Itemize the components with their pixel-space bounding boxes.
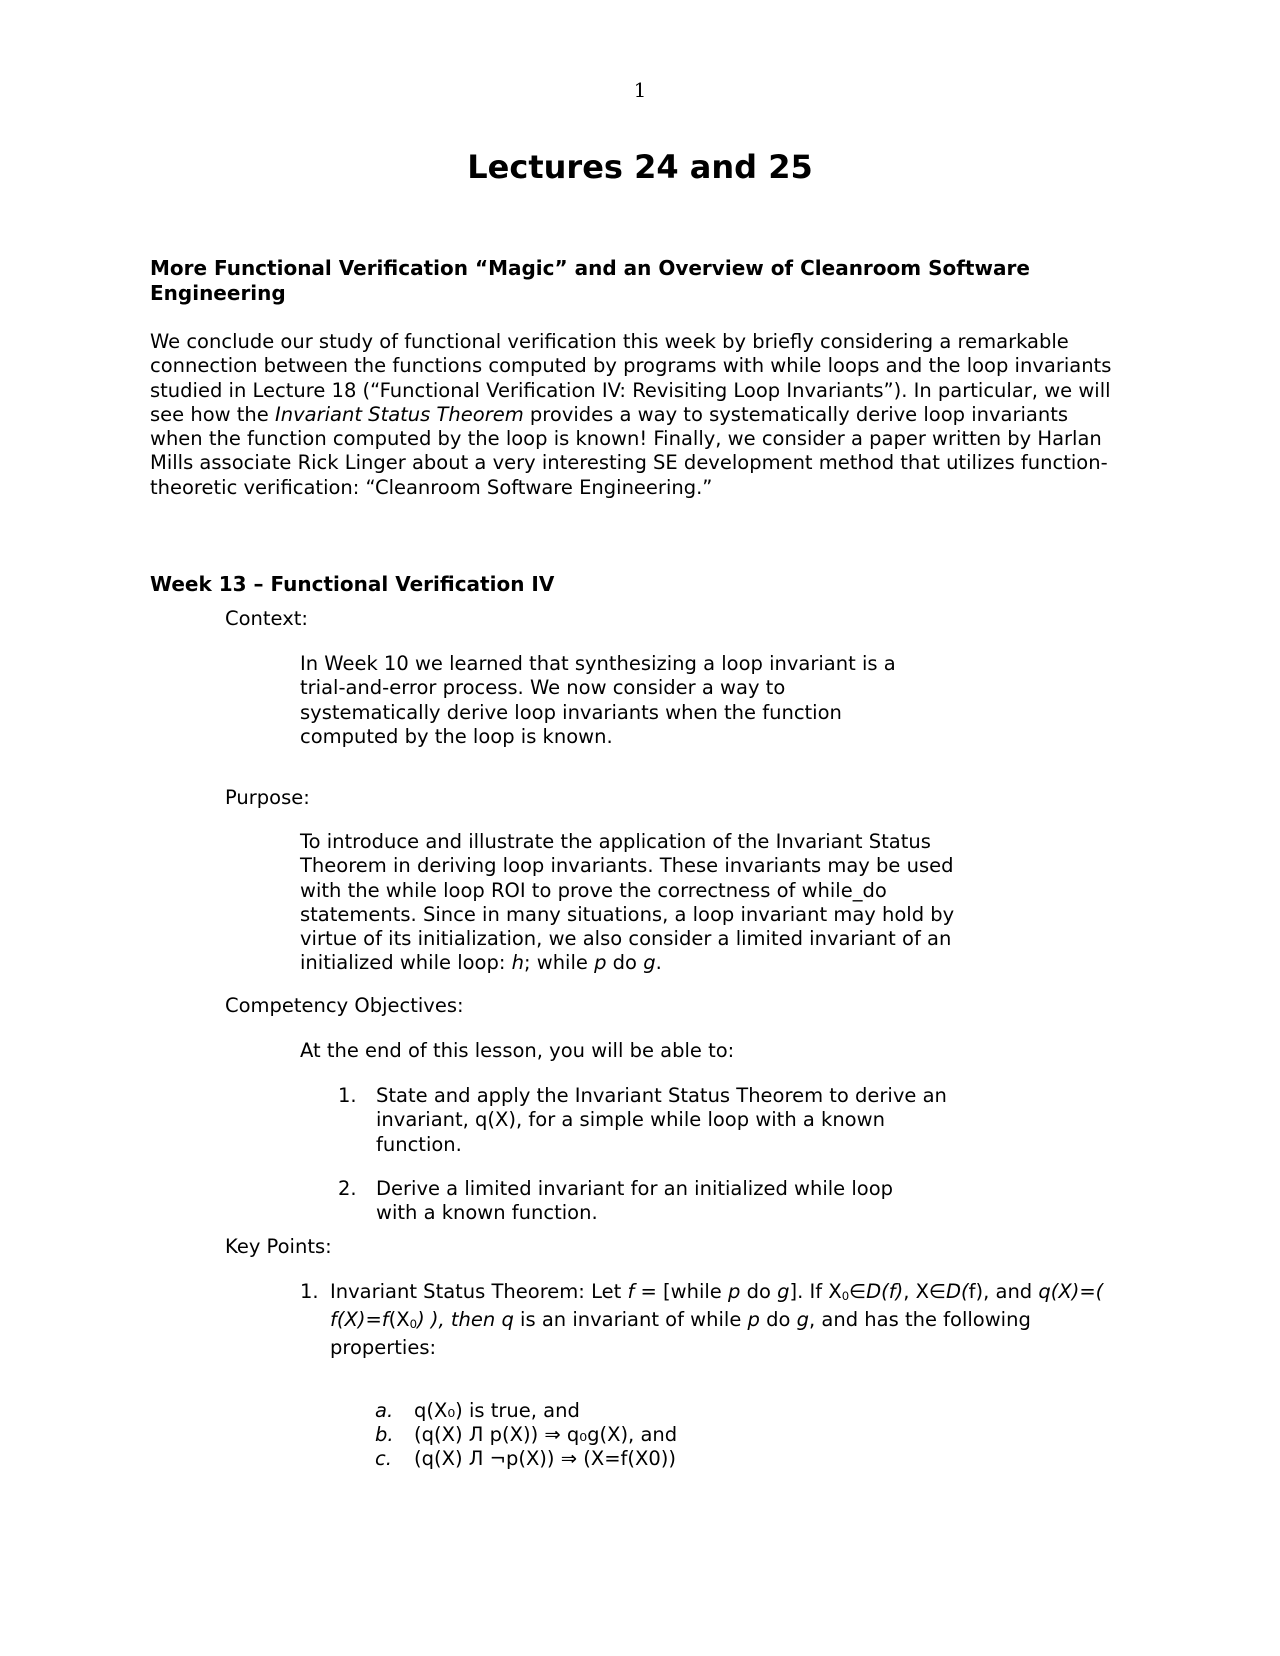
purpose-while: ; while — [523, 951, 595, 975]
week-heading: Week 13 – Functional Verification IV — [150, 572, 555, 596]
purpose-text — [300, 830, 980, 976]
property-text: q(X₀) is true, and — [414, 1399, 580, 1422]
property-letter: c. — [375, 1447, 392, 1470]
kp-seg: g — [777, 1280, 790, 1303]
kp-seg: 0 — [841, 1288, 850, 1303]
kp-seg: (X)=( — [1050, 1280, 1104, 1303]
kp-seg: ) ), then — [417, 1308, 502, 1332]
kp-seg: ), and — [975, 1280, 1039, 1303]
kp-seg: (X — [388, 1308, 410, 1332]
property-text: (q(X) Л ¬p(X)) ⇒ (X=f(X0)) — [414, 1447, 677, 1470]
kp-seg: 0 — [409, 1316, 418, 1331]
purpose-g: g — [643, 951, 656, 975]
objective-text: State and apply the Invariant Status Theorem to derive an invariant, q(X), for a simple while loop with a known function. — [376, 1084, 947, 1156]
kp-seg: f — [627, 1280, 635, 1303]
kp-seg: do — [740, 1280, 778, 1303]
kp-seg: f — [968, 1280, 976, 1303]
kp-seg: D(f) — [866, 1280, 904, 1303]
purpose-label: Purpose: — [225, 786, 310, 809]
kp-seg: do — [759, 1308, 797, 1332]
kp-seg: q — [1038, 1280, 1051, 1303]
property-letter: b. — [375, 1423, 394, 1446]
kp-seg: , and has the following properties: — [330, 1308, 1031, 1360]
intro-text-2: provides a way to systematically derive loop invariants when the function computed by the loop is known! Finally, we consider a paper written by Harlan Mills associate Rick Linger about a very interesting SE development method that utilizes function-theoretic verification: “Cleanroom Software Engineering.” — [150, 402, 1108, 499]
kp-seg: ]. If X — [789, 1280, 842, 1303]
kp-seg: ∈ — [849, 1280, 867, 1303]
purpose-end: . — [655, 951, 662, 975]
kp-seg: f — [381, 1308, 389, 1332]
key-point-number: 1. — [300, 1280, 319, 1303]
kp-seg: q — [501, 1308, 514, 1332]
kp-seg: , X∈ — [903, 1280, 946, 1303]
kp-seg: p — [747, 1308, 760, 1332]
lecture-subtitle: More Functional Verification “Magic” and an Overview of Cleanroom Software Engineering — [150, 256, 1030, 305]
kp-seg: (X)= — [336, 1308, 382, 1332]
kp-seg: = [while — [634, 1280, 728, 1303]
purpose-h: h — [511, 951, 524, 975]
purpose-p: p — [594, 951, 607, 975]
page-number: 1 — [633, 78, 647, 102]
kp-seg: D( — [945, 1280, 969, 1303]
objective-text: Derive a limited invariant for an initialized while loop with a known function. — [376, 1177, 894, 1225]
key-point-text — [330, 1280, 1120, 1360]
context-label: Context: — [225, 607, 308, 630]
kp-seg: p — [728, 1280, 741, 1303]
objective-number: 2. — [338, 1177, 357, 1200]
intro-theorem-name: Invariant Status Theorem — [275, 402, 524, 426]
property-letter: a. — [375, 1399, 394, 1422]
kp-seg: f — [330, 1308, 337, 1332]
intro-paragraph — [150, 330, 1125, 500]
kp-seg: g — [796, 1308, 810, 1332]
competency-intro: At the end of this lesson, you will be able to: — [300, 1039, 735, 1062]
objective-number: 1. — [338, 1084, 357, 1107]
purpose-body: To introduce and illustrate the application of the Invariant Status Theorem in deriving loop invariants. These invariants may be used with the while loop ROI to prove the correctness of while_do statements. Since in many situations, a loop invariant may hold by virtue of its initialization, we also consider a limited invariant of an initialized while loop: — [300, 830, 955, 975]
purpose-do: do — [606, 951, 644, 975]
property-text: (q(X) Л p(X)) ⇒ q₀g(X), and — [414, 1423, 678, 1446]
key-points-label: Key Points: — [225, 1235, 332, 1258]
kp-seg: is an invariant of while — [513, 1308, 748, 1332]
page-title: Lectures 24 and 25 — [467, 148, 813, 186]
kp-seg: Invariant Status Theorem: Let — [330, 1280, 628, 1303]
intro-text-1: We conclude our study of functional verification this week by briefly considering a remarkable connection between the functions computed by programs with while loops and the loop invariants studied in Lecture 18 (“Functional Verification IV: Revisiting Loop Invariants”). In particular, we will see how the — [150, 330, 1112, 426]
competency-label: Competency Objectives: — [225, 994, 464, 1017]
context-text: In Week 10 we learned that synthesizing a loop invariant is a trial-and-error process. We now consider a way to systematically derive loop invariants when the function computed by the loop is known. — [300, 652, 896, 748]
